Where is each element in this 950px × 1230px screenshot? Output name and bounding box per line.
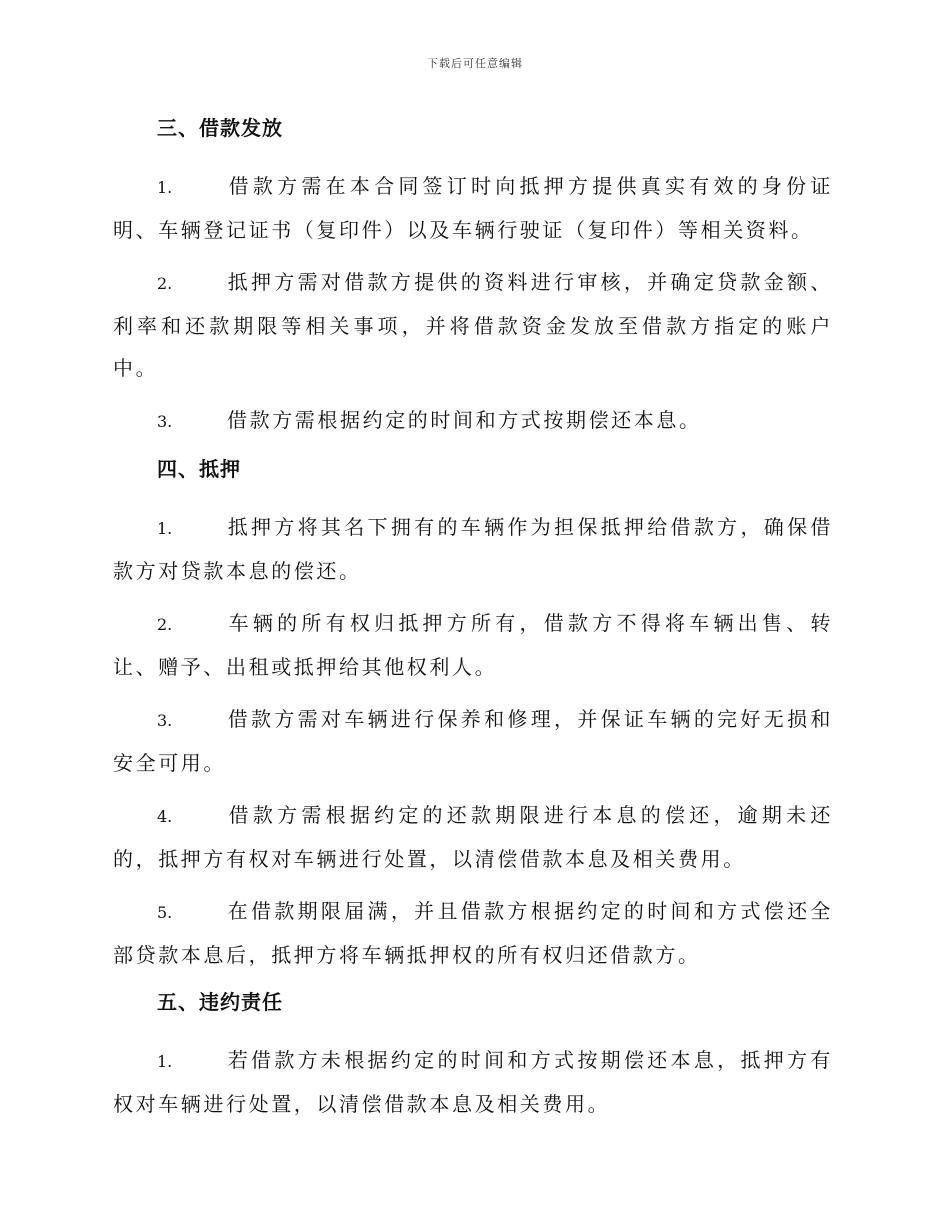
clause-number: 2.	[157, 274, 173, 293]
clause	[113, 794, 833, 880]
clause	[113, 890, 833, 976]
clause	[113, 698, 833, 784]
section-heading: 五、违约责任	[157, 990, 283, 1014]
section-loan-disbursement	[113, 112, 833, 443]
clause-number: 1.	[157, 178, 173, 197]
clause-text: 在借款期限届满，并且借款方根据约定的时间和方式偿还全部贷款本息后，抵押方将车辆抵押权的所有权归还借款方。	[113, 899, 833, 967]
clause-text: 借款方需对车辆进行保养和修理，并保证车辆的完好无损和安全可用。	[113, 707, 833, 775]
clause-number: 2.	[157, 615, 173, 634]
clause	[113, 165, 833, 251]
clause-text: 若借款方未根据约定的时间和方式按期偿还本息，抵押方有权对车辆进行处置，以清偿借款本息及相关费用。	[113, 1048, 833, 1116]
clause	[113, 506, 833, 592]
clause-number: 1.	[157, 519, 173, 538]
clause-number: 3.	[157, 412, 173, 431]
clause-number: 5.	[157, 903, 173, 922]
clause-text: 借款方需根据约定的还款期限进行本息的偿还，逾期未还的，抵押方有权对车辆进行处置，以清偿借款本息及相关费用。	[113, 803, 833, 871]
clause	[113, 399, 833, 443]
clause-text: 借款方需根据约定的时间和方式按期偿还本息。	[227, 408, 702, 432]
section-heading: 四、抵押	[157, 457, 241, 481]
clause	[113, 1039, 833, 1125]
clause-number: 1.	[157, 1052, 173, 1071]
clause-number: 3.	[157, 711, 173, 730]
clause-text: 车辆的所有权归抵押方所有，借款方不得将车辆出售、转让、赠予、出租或抵押给其他权利人。	[113, 611, 833, 679]
clause-number: 4.	[157, 807, 173, 826]
clause-text: 抵押方需对借款方提供的资料进行审核，并确定贷款金额、利率和还款期限等相关事项，并将借款资金发放至借款方指定的账户中。	[113, 270, 833, 380]
section-breach-liability	[113, 986, 833, 1125]
clause-text: 抵押方将其名下拥有的车辆作为担保抵押给借款方，确保借款方对贷款本息的偿还。	[113, 515, 833, 583]
clause	[113, 261, 833, 389]
section-heading: 三、借款发放	[157, 116, 283, 140]
section-mortgage	[113, 453, 833, 976]
clause	[113, 602, 833, 688]
clause-text: 借款方需在本合同签订时向抵押方提供真实有效的身份证明、车辆登记证书（复印件）以及车辆行驶证（复印件）等相关资料。	[113, 174, 833, 242]
page-header: 下载后可任意编辑	[427, 57, 523, 70]
document-body	[113, 112, 833, 1135]
